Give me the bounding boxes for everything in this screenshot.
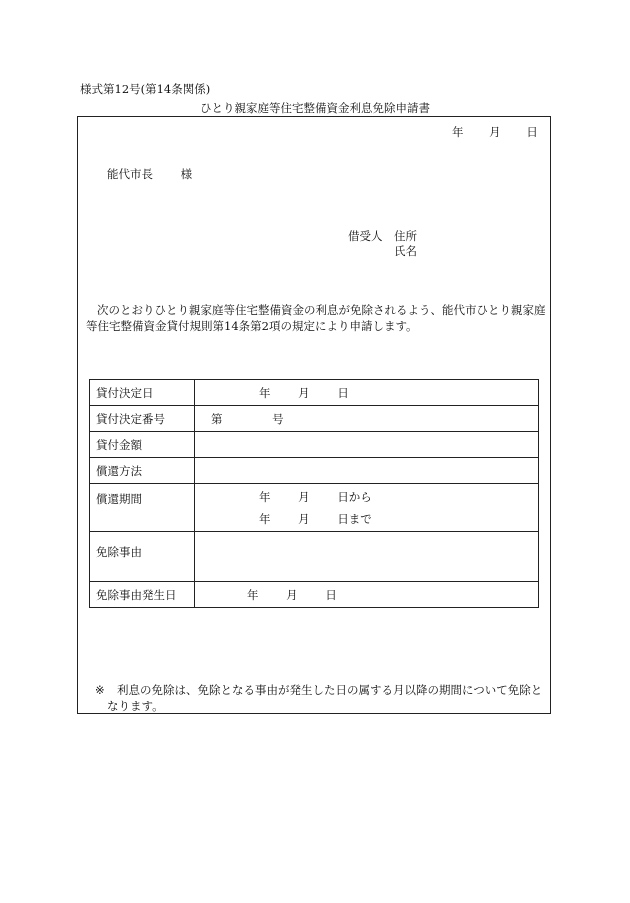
borrower-name-label: 氏名	[394, 244, 417, 258]
month-label: 月	[298, 489, 310, 504]
table-row	[90, 432, 539, 458]
period-from	[201, 486, 532, 508]
day-to-label: 日まで	[337, 511, 372, 526]
exemption-reason-field[interactable]	[195, 532, 539, 582]
year-label: 年	[259, 385, 271, 400]
day-label: 日	[337, 385, 349, 400]
note-text-2: なります。	[107, 699, 164, 713]
table-row	[90, 532, 539, 582]
form-number: 様式第12号(第14条関係)	[80, 82, 211, 96]
application-date	[452, 124, 538, 140]
repayment-period-label: 償還期間	[90, 484, 195, 532]
loan-details-table	[89, 379, 539, 608]
month-label: 月	[298, 385, 310, 400]
exemption-reason-date-label: 免除事由発生日	[90, 582, 195, 608]
note-mark: ※	[95, 683, 105, 697]
form-title: ひとり親家庭等住宅整備資金利息免除申請書	[200, 101, 430, 115]
period-to	[201, 508, 532, 530]
date-day-label: 日	[526, 125, 538, 139]
repayment-method-label: 償還方法	[90, 458, 195, 484]
date-month-label: 月	[489, 125, 501, 139]
addressee	[107, 166, 192, 182]
exemption-note	[95, 682, 547, 714]
note-line-1	[95, 682, 547, 698]
year-label: 年	[259, 489, 271, 504]
addressee-honorific: 様	[180, 167, 193, 181]
loan-decision-date-label: 貸付決定日	[90, 380, 195, 406]
borrower-address-label: 住所	[394, 229, 417, 243]
table-row	[90, 380, 539, 406]
exemption-reason-date-field[interactable]	[195, 582, 539, 608]
addressee-name: 能代市長	[107, 167, 153, 181]
year-label: 年	[247, 587, 259, 602]
loan-amount-label: 貸付金額	[90, 432, 195, 458]
day-label: 日	[325, 587, 337, 602]
month-label: 月	[286, 587, 298, 602]
table-row	[90, 582, 539, 608]
repayment-period-field[interactable]	[195, 484, 539, 532]
table-row	[90, 458, 539, 484]
number-suffix-label: 号	[272, 411, 284, 426]
number-prefix-label: 第	[211, 411, 223, 426]
date-year-label: 年	[452, 125, 464, 139]
table-row	[90, 484, 539, 532]
day-from-label: 日から	[337, 489, 372, 504]
month-label: 月	[298, 511, 310, 526]
loan-decision-number-label: 貸付決定番号	[90, 406, 195, 432]
loan-amount-field[interactable]	[195, 432, 539, 458]
note-text-1: 利息の免除は、免除となる事由が発生した日の属する月以降の期間について免除と	[117, 683, 543, 697]
table-row	[90, 406, 539, 432]
repayment-method-field[interactable]	[195, 458, 539, 484]
exemption-reason-label: 免除事由	[90, 532, 195, 582]
application-statement: 次のとおりひとり親家庭等住宅整備資金の利息が免除されるよう、能代市ひとり親家庭等住宅整備資金貸付規則第14条第2項の規定により申請します。	[86, 303, 546, 333]
loan-decision-date-field[interactable]	[195, 380, 539, 406]
loan-decision-number-field[interactable]	[195, 406, 539, 432]
borrower-label: 借受人	[348, 229, 383, 243]
year-label: 年	[259, 511, 271, 526]
